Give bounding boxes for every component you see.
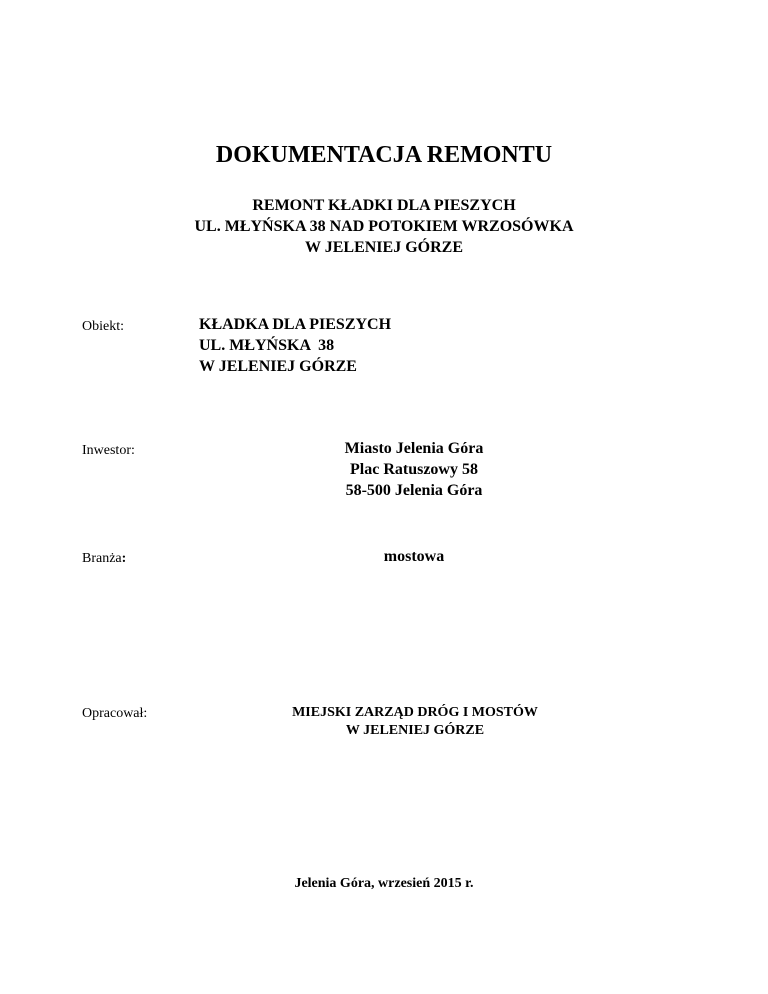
obiekt-label: Obiekt: bbox=[82, 319, 124, 334]
subtitle-line-2: UL. MŁYŃSKA 38 NAD POTOKIEM WRZOSÓWKA bbox=[194, 218, 574, 235]
obiekt-value bbox=[199, 314, 391, 377]
branza-label-text: Branża bbox=[82, 551, 122, 566]
inwestor-value bbox=[300, 438, 528, 501]
branza-label bbox=[82, 550, 126, 568]
inwestor-line-1: Miasto Jelenia Góra bbox=[344, 440, 484, 457]
obiekt-line-3: W JELENIEJ GÓRZE bbox=[199, 358, 357, 375]
branza-label-colon: : bbox=[121, 551, 127, 566]
obiekt-line-1: KŁADKA DLA PIESZYCH bbox=[199, 316, 392, 333]
subtitle-line-1: REMONT KŁADKI DLA PIESZYCH bbox=[252, 197, 516, 214]
opracowal-line-1: MIEJSKI ZARZĄD DRÓG I MOSTÓW bbox=[292, 705, 538, 720]
obiekt-line-2: UL. MŁYŃSKA 38 bbox=[199, 337, 335, 354]
opracowal-value bbox=[250, 704, 580, 740]
inwestor-line-3: 58-500 Jelenia Góra bbox=[345, 482, 483, 499]
opracowal-line-2: W JELENIEJ GÓRZE bbox=[345, 723, 485, 738]
inwestor-line-2: Plac Ratuszowy 58 bbox=[350, 461, 478, 478]
place-date: Jelenia Góra, wrzesień 2015 r. bbox=[294, 876, 474, 891]
inwestor-label: Inwestor: bbox=[82, 443, 135, 458]
document-title: DOKUMENTACJA REMONTU bbox=[215, 142, 553, 168]
subtitle-line-3: W JELENIEJ GÓRZE bbox=[305, 239, 463, 256]
project-subtitle bbox=[0, 195, 768, 258]
branza-value: mostowa bbox=[383, 548, 445, 565]
opracowal-label: Opracował: bbox=[82, 706, 148, 721]
